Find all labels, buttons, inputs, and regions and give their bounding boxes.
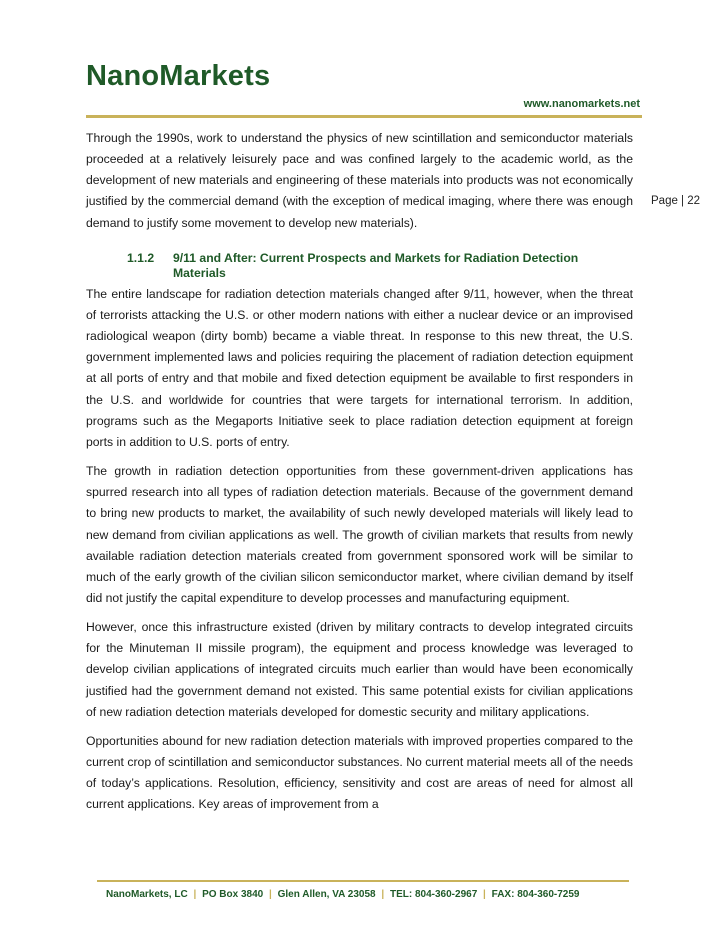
paragraph: Through the 1990s, work to understand the physics of new scintillation and semiconductor materials proceeded at a relatively leisurely pace and was confined largely to the academic world, as the development of new materials and engineering of these materials into products was not economically justified by the commercial demand (with the exception of medical imaging, where there was enough demand to justify some movement to develop new materials). <box>86 131 633 230</box>
footer-separator: | <box>193 889 197 900</box>
footer-city: Glen Allen, VA 23058 <box>277 889 376 900</box>
section-number: 1.1.2 <box>127 250 155 265</box>
section-heading <box>127 251 633 282</box>
footer-separator: | <box>483 889 486 900</box>
brand-title: NanoMarkets <box>86 60 271 92</box>
footer-tel: TEL: 804-360-2967 <box>389 889 478 900</box>
footer-fax: FAX: 804-360-7259 <box>491 889 580 900</box>
footer-separator: | <box>269 889 272 900</box>
footer-company: NanoMarkets, LC <box>106 889 188 900</box>
paragraph: The entire landscape for radiation detection materials changed after 9/11, however, when the threat of terrorists attacking the U.S. or other modern nations with either a nuclear device or an improvised radiological weapon (dirty bomb) became a viable threat. In response to this new threat, the U.S. government implemented laws and policies requiring the placement of radiation detection equipment at all ports of entry and that mobile and fixed detection equipment be available to first responders in the U.S. and worldwide for countries that were targets for international terrorism. In addition, programs such as the Megaports Initiative seek to place radiation detection equipment at foreign ports in addition to U.S. ports of entry. <box>86 286 633 449</box>
paragraph: The growth in radiation detection opportunities from these government-driven applications has spurred research into all types of radiation detection materials. Because of the government demand to bring new products to market, the availability of such newly developed materials will likely lead to new demand from civilian applications as well. The growth of civilian markets that results from newly available radiation detection materials created from government sponsored work will be similar to much of the early growth of the civilian silicon semiconductor market, where civilian demand by itself did not justify the capital expenditure to develop processes and manufacturing equipment. <box>86 464 633 605</box>
footer-po-box: PO Box 3840 <box>202 889 264 900</box>
footer <box>106 889 646 900</box>
page-number: Page | 22 <box>651 195 701 207</box>
document-body <box>86 128 633 816</box>
section-title: 9/11 and After: Current Prospects and Markets for Radiation Detection Materials <box>173 250 579 281</box>
header-rule <box>86 115 642 118</box>
footer-separator: | <box>381 889 385 900</box>
paragraph: Opportunities abound for new radiation detection materials with improved properties compared to the current crop of scintillation and semiconductor substances. No current material meets all of the needs of today’s applications. Resolution, efficiency, sensitivity and cost are areas of need for almost all current applications. Key areas of improvement from a <box>86 733 633 812</box>
paragraph: However, once this infrastructure existed (driven by military contracts to develop integrated circuits for the Minuteman II missile program), the equipment and process knowledge was leveraged to develop civilian applications of integrated circuits much earlier than would have been economically justified had the government demand not existed. This same potential exists for civilian applications of new radiation detection materials developed for domestic security and military applications. <box>86 620 633 719</box>
website-link[interactable]: www.nanomarkets.net <box>523 98 640 110</box>
footer-rule <box>97 880 629 882</box>
